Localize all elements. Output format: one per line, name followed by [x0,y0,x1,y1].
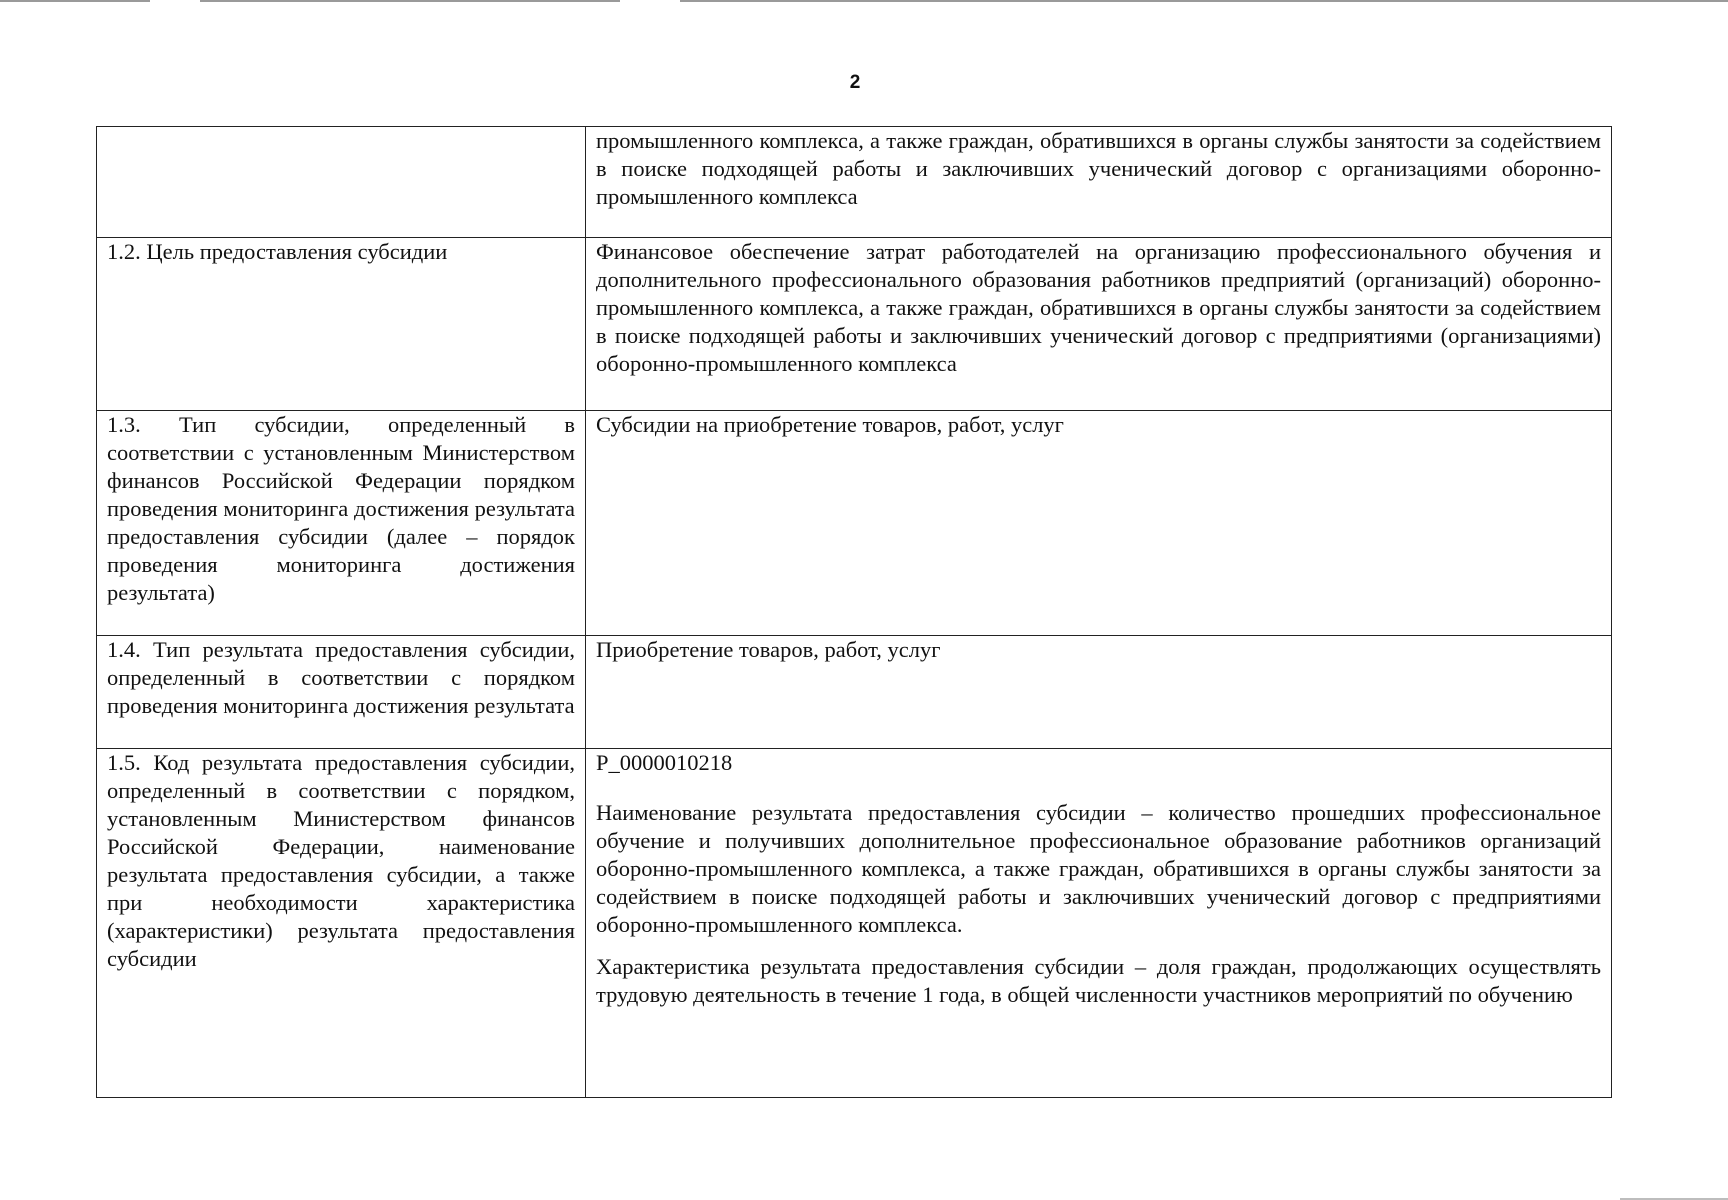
table-row [97,749,1612,1098]
scan-edge-line [200,0,620,2]
row-label: 1.2. Цель предоставления субсидии [97,238,586,411]
row-value: Приобретение товаров, работ, услуг [586,636,1612,749]
table-row [97,411,1612,636]
table-row [97,238,1612,411]
row-value: промышленного комплекса, а также граждан, обратившихся в органы службы занятости за содействием в поиске подходящей работы и заключивших ученический договор с организациями оборонно-промышленного комплекса [586,127,1612,238]
result-characteristic: Характеристика результата предоставления субсидии – доля граждан, продолжающих осуществлять трудовую деятельность в течение 1 года, в общей численности участников мероприятий по обучению [596,954,1601,1007]
row-value [586,749,1612,1098]
result-name: Наименование результата предоставления субсидии – количество прошедших профессиональное обучение и получивших дополнительное профессиональное образование работников организаций оборонно-промышленного комплекса, а также граждан, обратившихся в органы службы занятости за содействием в поиске подходящей работы и заключивших ученический договор с предприятиями оборонно-промышленного комплекса. [596,800,1601,937]
table-row [97,636,1612,749]
table-row [97,127,1612,238]
page-number: 2 [849,72,861,93]
row-label [97,127,586,238]
subsidy-info-table [96,126,1612,1098]
result-code: P_0000010218 [596,750,733,775]
row-label: 1.3. Тип субсидии, определенный в соответствии с установленным Министерством финансов Российской Федерации порядком проведения мониторинга достижения результата предоставления субсидии (далее – порядок проведения мониторинга достижения результата) [97,411,586,636]
scan-edge-line [0,0,150,2]
row-value: Субсидии на приобретение товаров, работ, услуг [586,411,1612,636]
row-label: 1.5. Код результата предоставления субсидии, определенный в соответствии с порядком, установленным Министерством финансов Российской Федерации, наименование результата предоставления субсидии, а также при необходимости характеристика (характеристики) результата предоставления субсидии [97,749,586,1098]
row-label: 1.4. Тип результата предоставления субсидии, определенный в соответствии с порядком проведения мониторинга достижения результата [97,636,586,749]
scan-edge-line [680,0,1728,2]
row-value: Финансовое обеспечение затрат работодателей на организацию профессионального обучения и дополнительного профессионального образования работников предприятий (организаций) оборонно-промышленного комплекса, а также граждан, обратившихся в органы службы занятости за содействием в поиске подходящей работы и заключивших ученический договор с предприятиями (организациями) оборонно-промышленного комплекса [586,238,1612,411]
